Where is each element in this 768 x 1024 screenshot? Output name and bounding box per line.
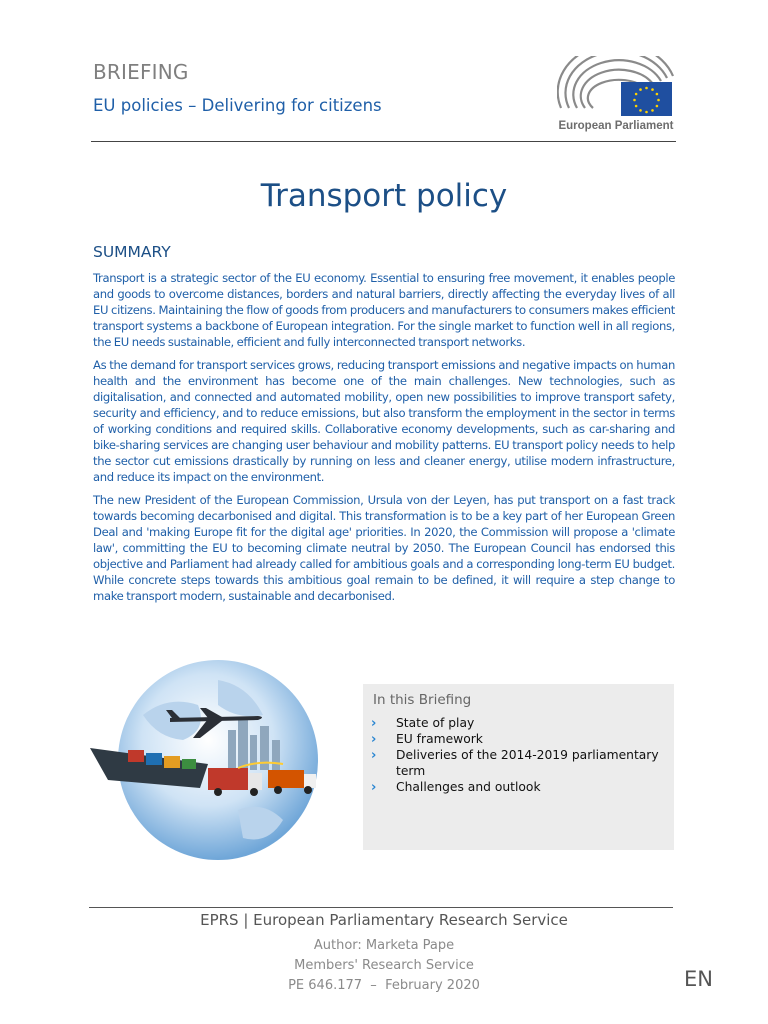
series-title: EU policies – Delivering for citizens [93, 96, 382, 115]
summary-heading: SUMMARY [93, 243, 171, 261]
european-parliament-logo [557, 56, 675, 138]
list-item[interactable]: › Challenges and outlook [371, 780, 541, 795]
footer-author: Author: Marketa Pape [313, 938, 455, 953]
briefing-contents-list [371, 715, 661, 795]
chevron-right-icon: › [371, 748, 377, 763]
summary-paragraph: The new President of the European Commission, Ursula von der Leyen, has put transport on a fast track towards becoming decarbonised and digital. This transformation is to be a key part of her European Green Deal and 'making Europe fit for the digital age' priorities. In 2020, the Commission will propose a 'climate law', committing the EU to becoming climate neutral by 2050. The European Council has endorsed this objective and Parliament had already called for ambitious goals and a corresponding long-term EU budget. While concrete steps towards this ambitious goal remain to be defined, it will require a step change to make transport modern, sustainable and decarbonised. [93, 493, 675, 603]
briefing-label: BRIEFING [93, 60, 189, 84]
list-item[interactable]: › State of play [371, 716, 475, 731]
chevron-right-icon: › [371, 780, 377, 795]
chevron-right-icon: › [371, 732, 377, 747]
logo-label: European Parliament [558, 120, 674, 132]
footer-reference: PE 646.177 – February 2020 [288, 978, 480, 993]
footer-organisation: EPRS | European Parliamentary Research Service [200, 911, 568, 929]
language-code: EN [684, 967, 713, 991]
summary-paragraph: Transport is a strategic sector of the EU economy. Essential to ensuring free movement, it enables people and goods to overcome distances, borders and natural barriers, directly affecting the everyday lives of all EU citizens. Maintaining the flow of goods from producers and manufacturers to consumers makes efficient transport systems a backbone of European integration. For the single market to function well in all regions, the EU needs sustainable, efficient and fully interconnected transport networks. [93, 271, 675, 349]
hemicycle-icon [557, 56, 675, 118]
transport-globe-illustration [88, 660, 330, 865]
in-this-briefing-box [363, 684, 674, 850]
list-item[interactable]: › Deliveries of the 2014-2019 parliamentary term [371, 748, 659, 778]
summary-paragraph: As the demand for transport services grows, reducing transport emissions and negative impacts on human health and the environment has become one of the main challenges. New technologies, such as digitalisation, and connected and automated mobility, open new possibilities to improve transport safety, security and efficiency, and to reduce emissions, but also transform the employment in the sector in terms of working conditions and required skills. Collaborative economy developments, such as car-sharing and bike-sharing services are changing user behaviour and mobility patterns. EU transport policy needs to help the sector cut emissions drastically by running on less and cleaner energy, utilise modern infrastructure, and reduce its impact on the environment. [93, 358, 675, 484]
box-heading: In this Briefing [373, 692, 472, 708]
footer-service: Members' Research Service [294, 958, 474, 973]
summary-body [93, 270, 675, 611]
chevron-right-icon: › [371, 716, 377, 731]
list-item[interactable]: › EU framework [371, 732, 483, 747]
document-title: Transport policy [260, 178, 508, 214]
footer-divider [89, 907, 673, 908]
header-divider [91, 141, 676, 142]
